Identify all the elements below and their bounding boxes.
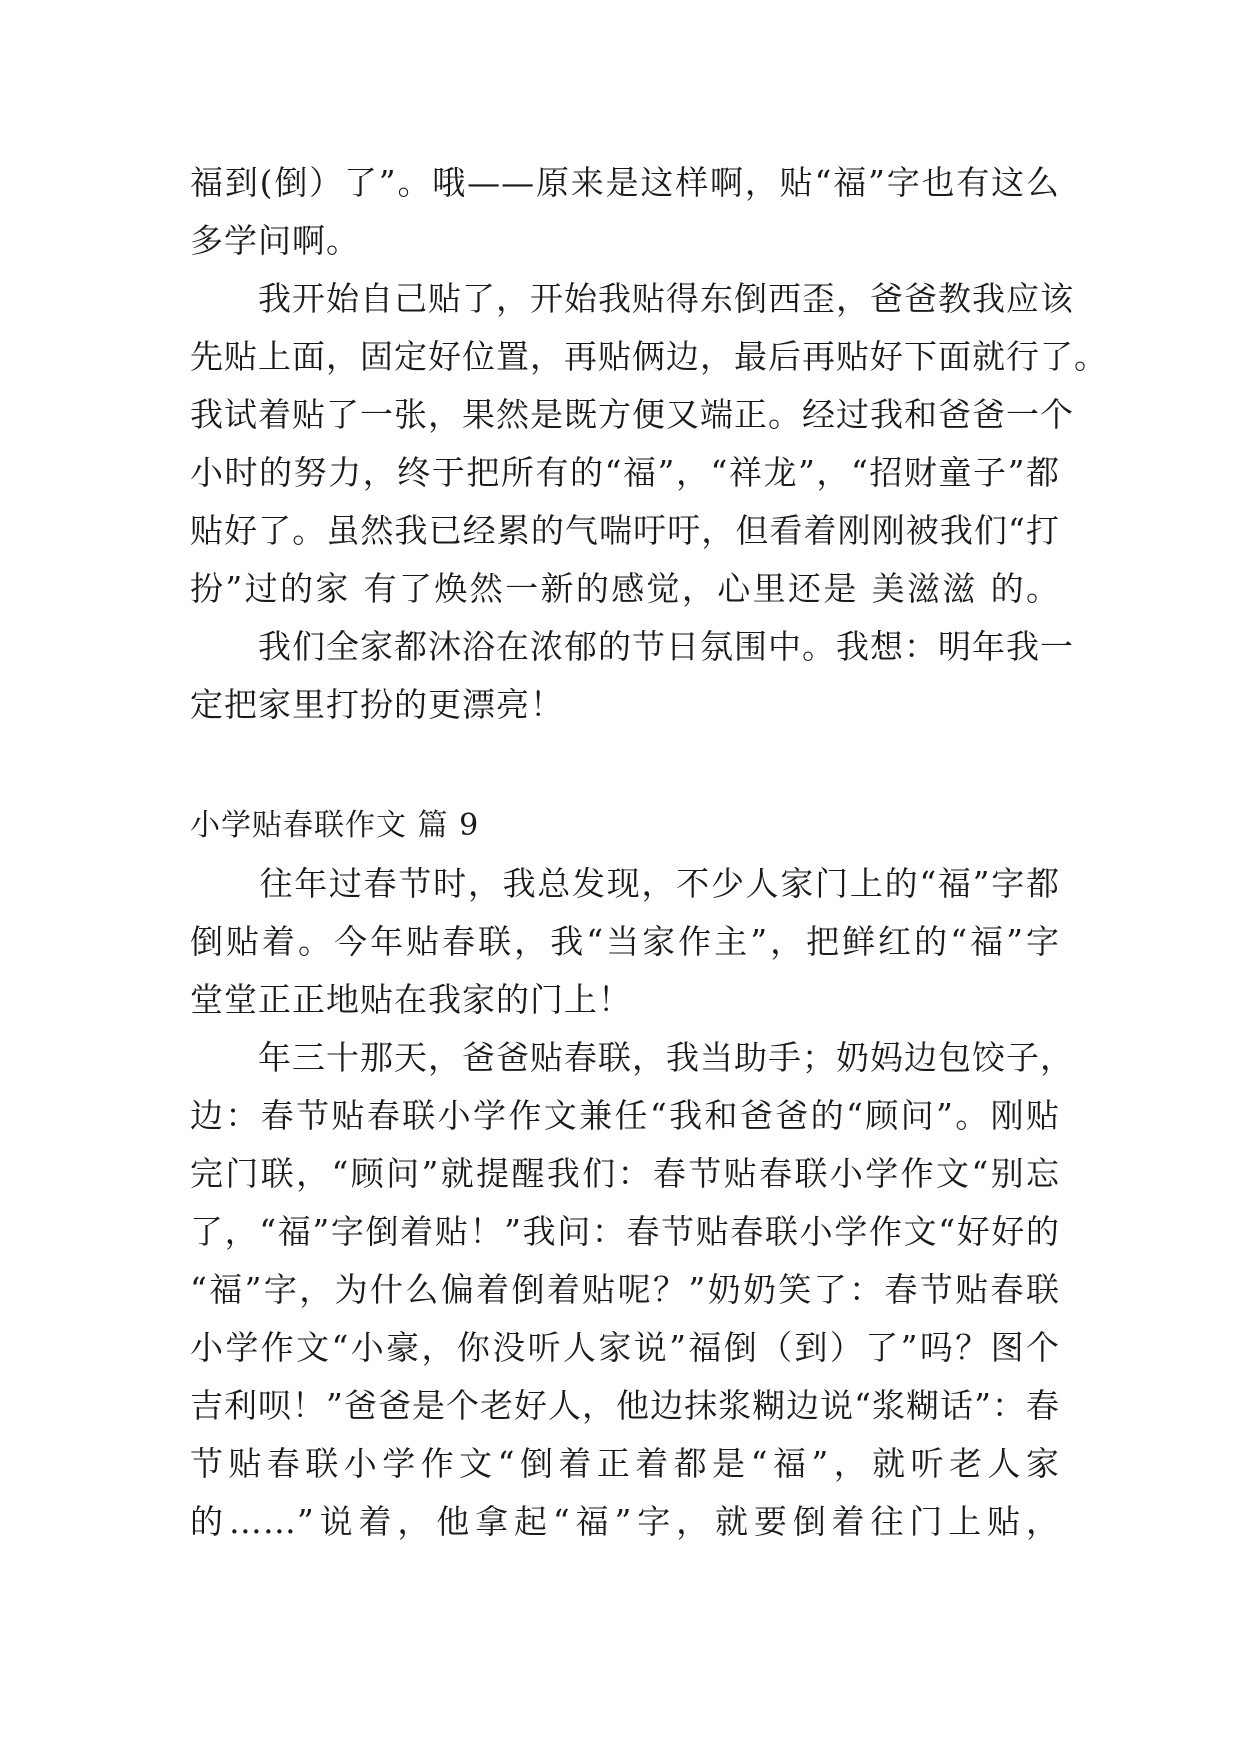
text-line: 年三十那天，爸爸贴春联，我当助手；奶妈边包饺子，: [190, 1038, 1074, 1077]
text-line: 完门联，“顾问”就提醒我们：春节贴春联小学作文“别忘: [190, 1154, 1060, 1193]
text-line: 定把家里打扮的更漂亮！: [190, 685, 564, 724]
text-line: 贴好了。虽然我已经累的气喘吁吁，但看着刚刚被我们“打: [190, 511, 1060, 550]
text-line: 我试着贴了一张，果然是既方便又端正。经过我和爸爸一个: [190, 395, 1074, 434]
text-line: 边：春节贴春联小学作文兼任“我和爸爸的“顾问”。刚贴: [190, 1096, 1060, 1135]
text-line: 福到(倒）了”。哦——原来是这样啊，贴“福”字也有这么: [190, 163, 1060, 202]
text-line: “福”字，为什么偏着倒着贴呢？”奶奶笑了：春节贴春联: [190, 1270, 1060, 1309]
text-line: 小学作文“小豪，你没听人家说”福倒（到）了”吗？图个: [190, 1328, 1060, 1367]
text-line: 的……”说着，他拿起“福”字，就要倒着往门上贴，: [190, 1502, 1060, 1541]
text-line: 吉利呗！”爸爸是个老好人，他边抹浆糊边说“浆糊话”：春: [190, 1386, 1060, 1425]
text-line: 小时的努力，终于把所有的“福”，“祥龙”，“招财童子”都: [190, 453, 1060, 492]
text-line: 我们全家都沐浴在浓郁的节日氛围中。我想：明年我一: [190, 627, 1074, 666]
text-line: 堂堂正正地贴在我家的门上！: [190, 980, 632, 1019]
text-line: 往年过春节时，我总发现，不少人家门上的“福”字都: [190, 864, 1060, 903]
text-line: 节贴春联小学作文“倒着正着都是“福”，就听老人家: [190, 1444, 1060, 1483]
text-line: 多学问啊。: [190, 221, 360, 260]
text-line: 我开始自己贴了，开始我贴得东倒西歪，爸爸教我应该: [190, 279, 1074, 318]
text-line: 扮”过的家 有了焕然一新的感觉，心里还是 美滋滋 的。: [190, 569, 1060, 608]
section-heading: 小学贴春联作文 篇 9: [190, 808, 480, 843]
text-line: 了，“福”字倒着贴！”我问：春节贴春联小学作文“好好的: [190, 1212, 1060, 1251]
text-line: 先贴上面，固定好位置，再贴俩边，最后再贴好下面就行了。: [190, 337, 1108, 376]
text-line: 倒贴着。今年贴春联，我“当家作主”，把鲜红的“福”字: [190, 922, 1060, 961]
